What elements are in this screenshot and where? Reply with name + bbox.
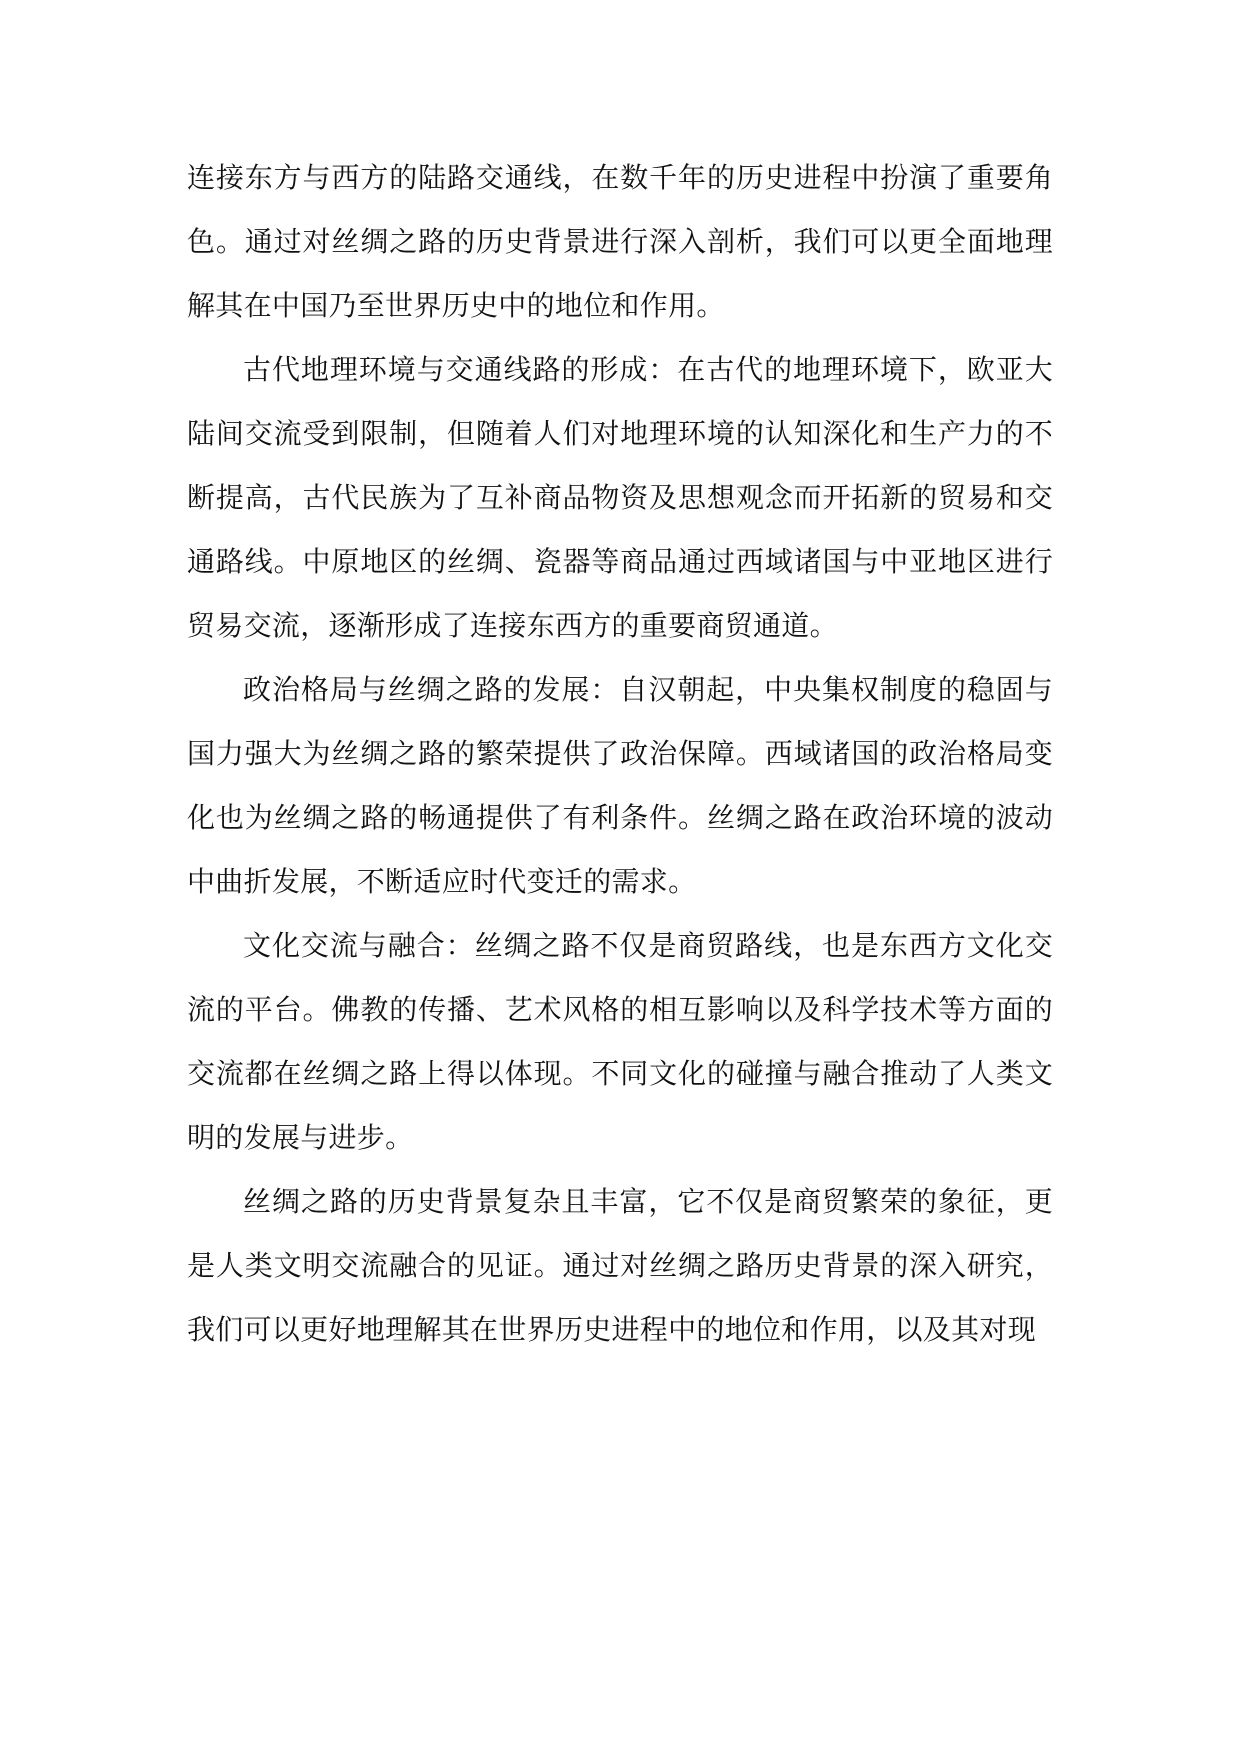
paragraph-politics-development: 政治格局与丝绸之路的发展：自汉朝起，中央集权制度的稳固与国力强大为丝绸之路的繁荣提供了政治保障。西域诸国的政治格局变化也为丝绸之路的畅通提供了有利条件。丝绸之路在政治环境的波动中曲折发展，不断适应时代变迁的需求。 [187, 673, 1053, 898]
paragraph-culture-exchange: 文化交流与融合：丝绸之路不仅是商贸路线，也是东西方文化交流的平台。佛教的传播、艺术风格的相互影响以及科学技术等方面的交流都在丝绸之路上得以体现。不同文化的碰撞与融合推动了人类文明的发展与进步。 [187, 929, 1053, 1154]
paragraph-continuation: 连接东方与西方的陆路交通线，在数千年的历史进程中扮演了重要角色。通过对丝绸之路的历史背景进行深入剖析，我们可以更全面地理解其在中国乃至世界历史中的地位和作用。 [187, 161, 1053, 322]
paragraph-summary: 丝绸之路的历史背景复杂且丰富，它不仅是商贸繁荣的象征，更是人类文明交流融合的见证。通过对丝绸之路历史背景的深入研究，我们可以更好地理解其在世界历史进程中的地位和作用，以及其对现 [187, 1185, 1053, 1346]
paragraph-geography-routes: 古代地理环境与交通线路的形成：在古代的地理环境下，欧亚大陆间交流受到限制，但随着人们对地理环境的认知深化和生产力的不断提高，古代民族为了互补商品物资及思想观念而开拓新的贸易和交通路线。中原地区的丝绸、瓷器等商品通过西域诸国与中亚地区进行贸易交流，逐渐形成了连接东西方的重要商贸通道。 [187, 353, 1053, 642]
document-body [187, 146, 1053, 1362]
